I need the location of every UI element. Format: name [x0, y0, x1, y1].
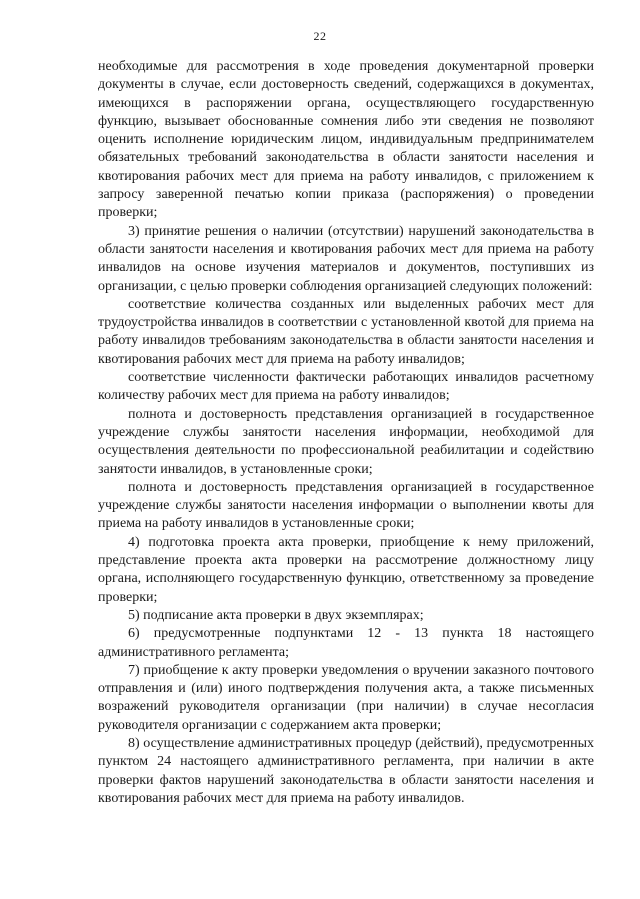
paragraph-continuation: необходимые для рассмотрения в ходе проведения документарной проверки документы в случае, если достоверность сведений, содержащихся в документах, имеющихся в распоряжении органа, осуществляющего государственную функцию, вызывает обоснованные сомнения либо эти сведения не позволяют оценить исполнение юридическим лицом, индивидуальным предпринимателем обязательных требований законодательства в области занятости населения и квотирования рабочих мест для приема на работу инвалидов, с приложением к запросу заверенной печатью копии приказа (распоряжения) о проведении проверки; [98, 59, 594, 221]
document-body [98, 58, 594, 808]
paragraph-item-3: 3) принятие решения о наличии (отсутствии) нарушений законодательства в области занятости населения и квотирования рабочих мест для приема на работу инвалидов на основе изучения материалов и документов, поступивших из организации, с целью проверки соблюдения организацией следующих положений: [98, 223, 594, 294]
paragraph-rehabilitation-info: полнота и достоверность представления организацией в государственное учреждение службы занятости населения информации, необходимой для осуществления деятельности по профессиональной реабилитации и содействию занятости инвалидов, в установленные сроки; [98, 406, 594, 477]
page-number: 22 [313, 29, 327, 43]
paragraph-headcount-compliance: соответствие численности фактически работающих инвалидов расчетному количеству рабочих мест для приема на работу инвалидов; [98, 370, 594, 404]
paragraph-item-5: 5) подписание акта проверки в двух экземплярах; [128, 607, 424, 623]
paragraph-item-8: 8) осуществление административных процедур (действий), предусмотренных пунктом 24 настоящего административного регламента, при наличии в акте проверки фактов нарушений законодательства в области занятости населения и квотирования рабочих мест для приема на работу инвалидов. [98, 735, 594, 806]
paragraph-item-6: 6) предусмотренные подпунктами 12 - 13 пункта 18 настоящего административного регламента; [98, 626, 594, 660]
paragraph-item-4: 4) подготовка проекта акта проверки, приобщение к нему приложений, представление проекта акта проверки на рассмотрение должностному лицу органа, исполняющего государственную функцию, ответственному за проведение проверки; [98, 534, 594, 605]
paragraph-item-7: 7) приобщение к акту проверки уведомления о вручении заказного почтового отправления и (или) иного подтверждения получения акта, а также письменных возражений руководителя организации (при наличии) в случае несогласия руководителя организации с содержанием акта проверки; [98, 662, 594, 733]
paragraph-quota-compliance: соответствие количества созданных или выделенных рабочих мест для трудоустройства инвалидов в соответствии с установленной квотой для приема на работу инвалидов требованиям законодательства в области занятости населения и квотирования рабочих мест для приема на работу инвалидов; [98, 296, 594, 367]
paragraph-quota-info: полнота и достоверность представления организацией в государственное учреждение службы занятости населения информации о выполнении квоты для приема на работу инвалидов в установленные сроки; [98, 479, 594, 532]
